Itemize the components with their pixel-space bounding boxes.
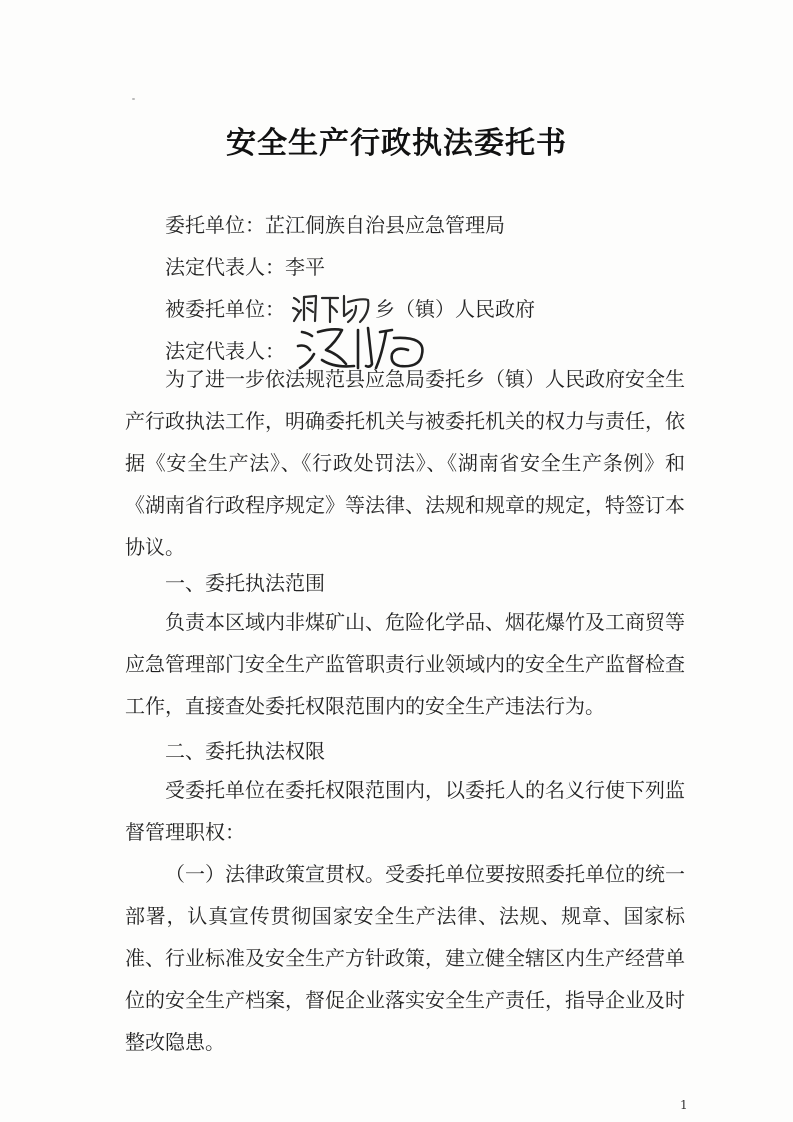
section-2-heading: 二、委托执法权限	[165, 739, 325, 763]
preamble-paragraph: 为了进一步依法规范县应急局委托乡（镇）人民政府安全生产行政执法工作，明确委托机关与被委托机关的权力与责任，依据《安全生产法》、《行政处罚法》、《湖南省安全生产条例》和《湖南省行政程序规定》等法律、法规和规章的规定，特签订本协议。	[125, 367, 685, 559]
page-number: 1	[680, 1098, 688, 1112]
section-1-heading: 一、委托执法范围	[165, 571, 325, 595]
scan-speck	[132, 98, 135, 100]
agent-representative-line: 法定代表人：	[165, 339, 285, 363]
agent-label: 被委托单位：	[165, 297, 285, 321]
principal-line: 委托单位：芷江侗族自治县应急管理局	[165, 213, 505, 237]
agent-suffix: 乡（镇）人民政府	[375, 297, 535, 321]
section-2-body: 受委托单位在委托权限范围内，以委托人的名义行使下列监督管理职权：	[125, 778, 685, 844]
item-1-paragraph: （一）法律政策宣贯权。受委托单位要按照委托单位的统一部署，认真宣传贯彻国家安全生产法律、法规、规章、国家标准、行业标准及安全生产方针政策，建立健全辖区内生产经营单位的安全生产档案，督促企业落实安全生产责任，指导企业及时整改隐患。	[125, 862, 685, 1054]
section-1-body: 负责本区域内非煤矿山、危险化学品、烟花爆竹及工商贸等应急管理部门安全生产监管职责行业领域内的安全生产监督检查工作，直接查处委托权限范围内的安全生产违法行为。	[125, 610, 685, 718]
principal-representative-line: 法定代表人：李平	[165, 255, 325, 279]
document-title: 安全生产行政执法委托书	[226, 126, 567, 161]
handwritten-township-name	[290, 288, 376, 328]
